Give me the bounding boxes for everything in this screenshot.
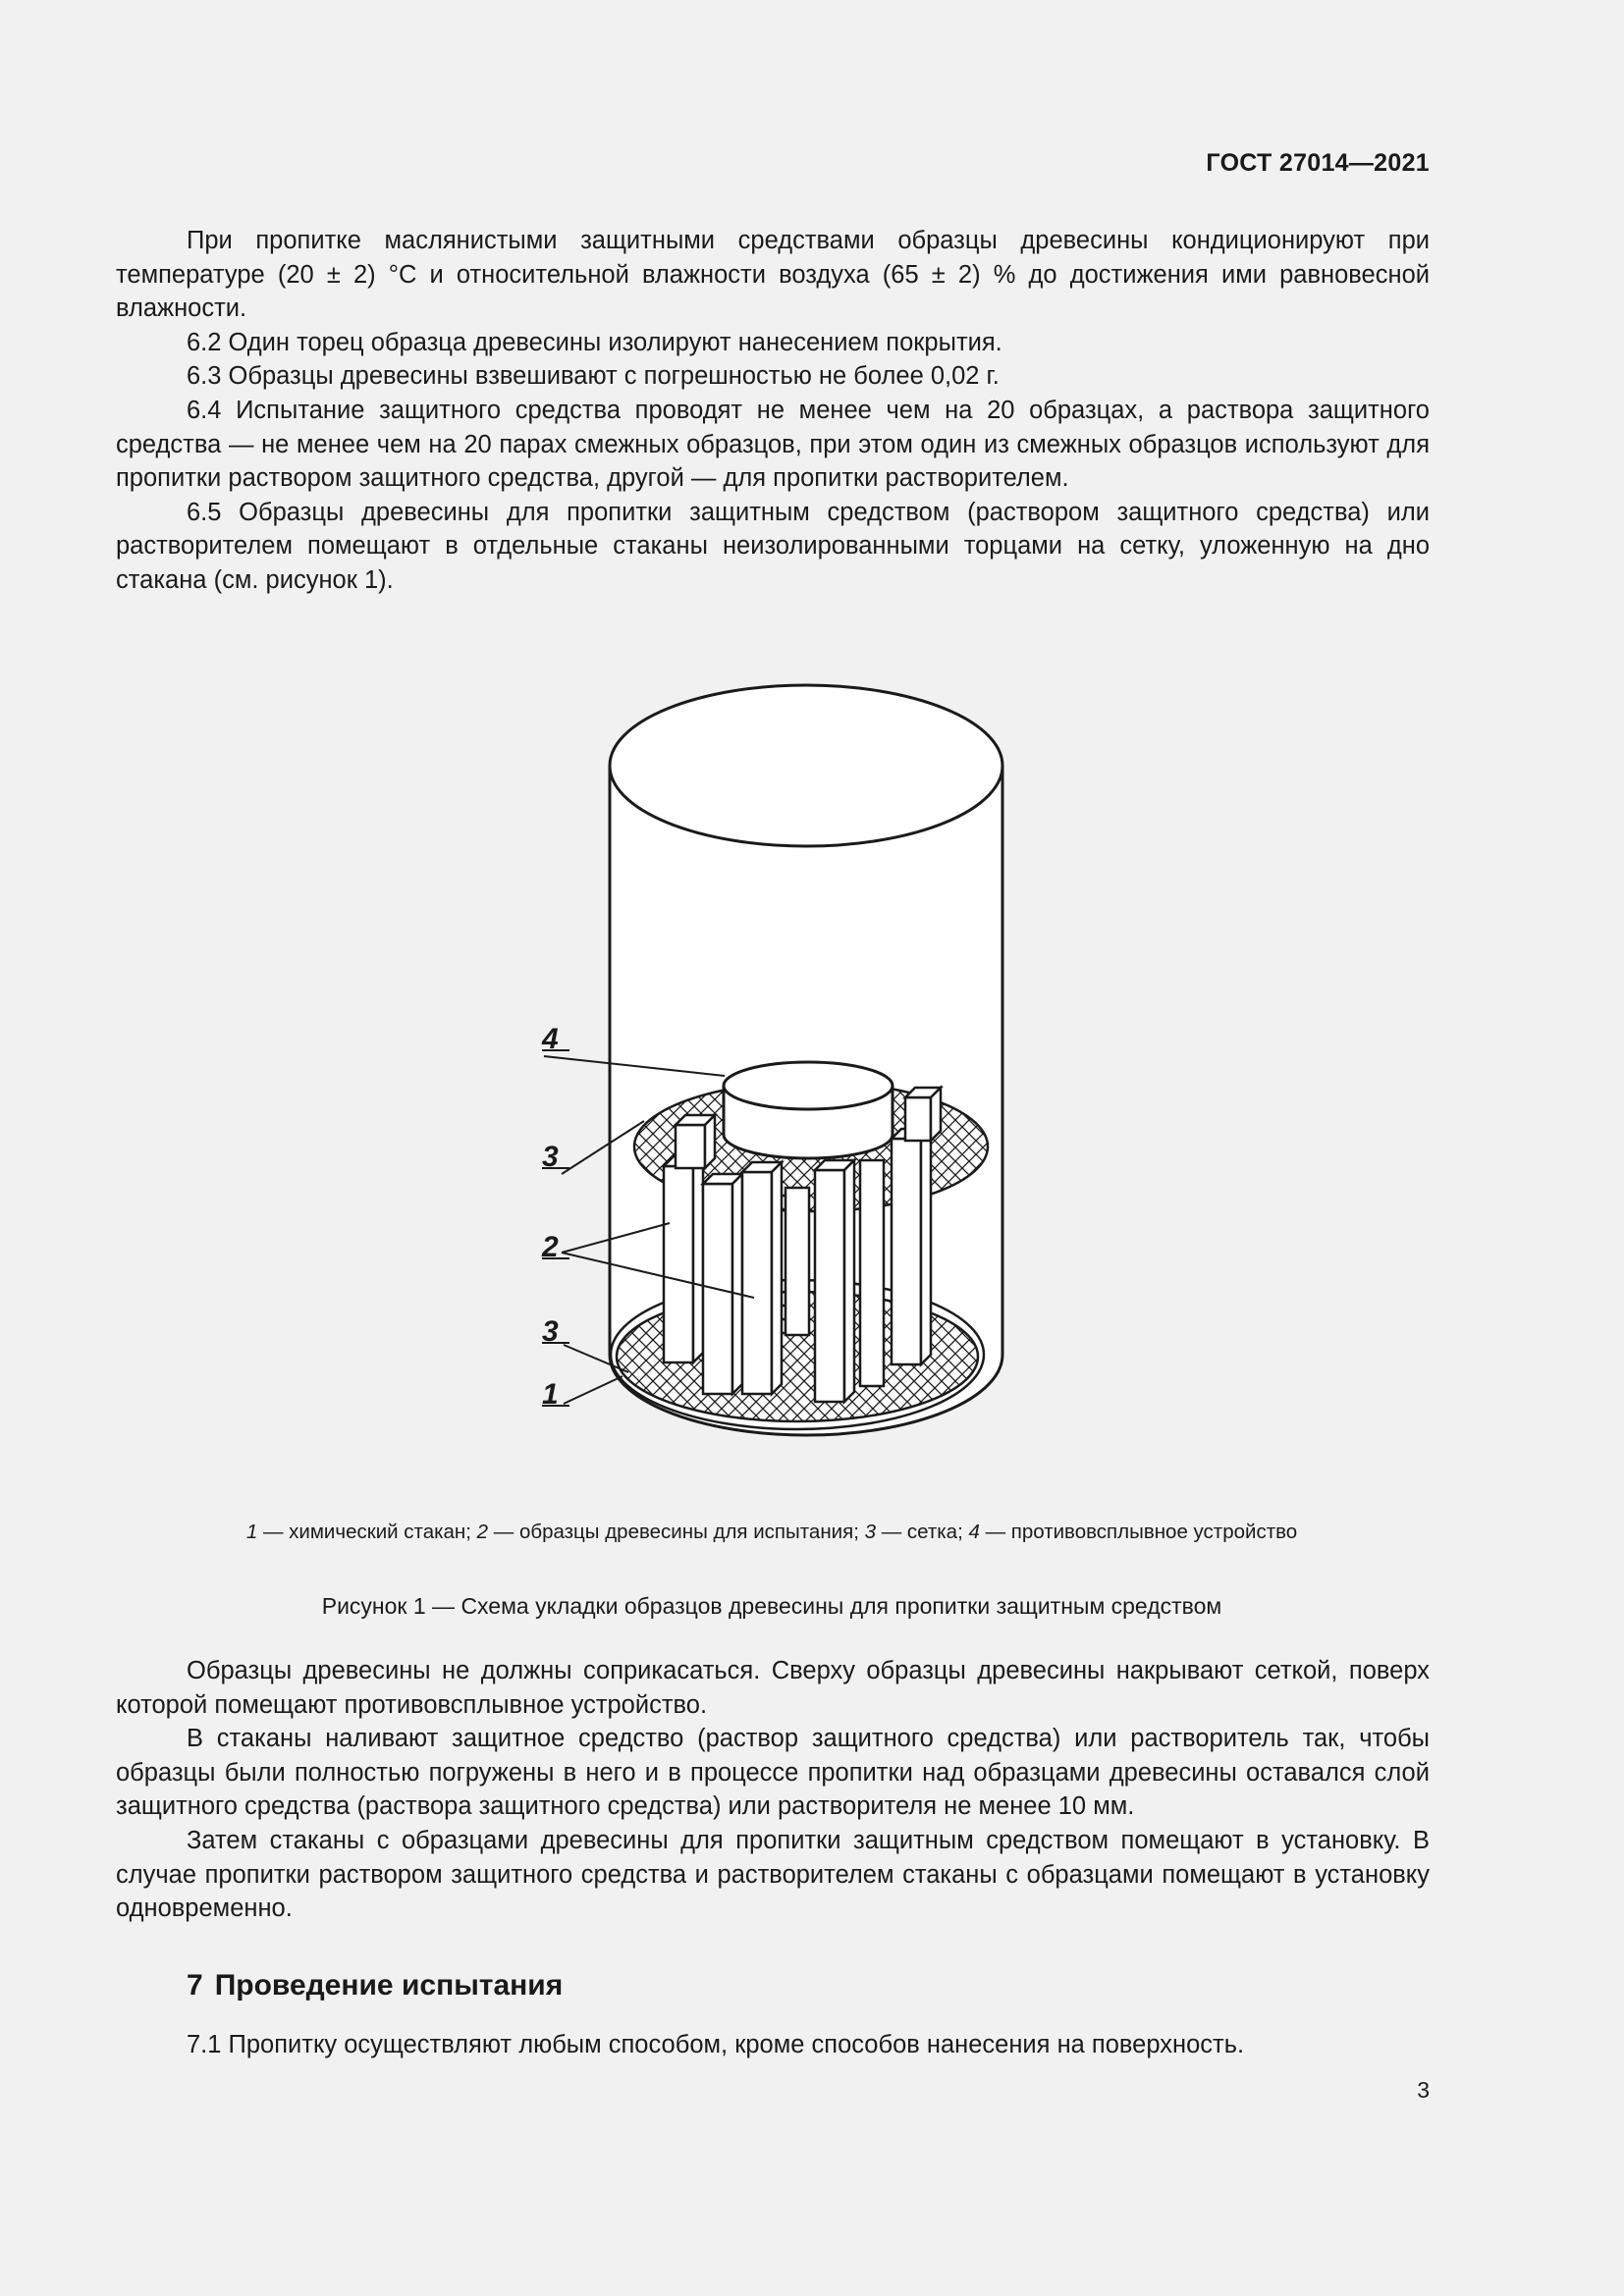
text-block-middle [116,1654,1430,1926]
legend-number: 4 [968,1521,980,1543]
wood-sample [676,1125,705,1168]
anti-float-device [724,1062,893,1109]
legend-text: — противовсплывное устройство [979,1521,1298,1543]
clause-7-1: 7.1 Пропитку осуществляют любым способом, кроме способов нанесения на поверхность. [187,2031,1245,2058]
paragraph: Образцы древесины не должны соприкасаться. Сверху образцы древесины накрывают сеткой, поверх которой помещают противовсплывное устройство. [116,1657,1430,1719]
legend-number: 2 [476,1521,489,1543]
wood-sample [815,1170,844,1402]
beaker-schematic [511,667,1041,1492]
paragraph: 6.3 Образцы древесины взвешивают с погрешностью не более 0,02 г. [187,362,1000,391]
wood-sample [785,1188,809,1335]
legend-number: 1 [245,1521,258,1543]
paragraph: 6.2 Один торец образца древесины изолируют нанесением покрытия. [187,328,1002,356]
paragraph: В стаканы наливают защитное средство (раствор защитного средства) или растворитель так, чтобы образцы были полностью погружены в него и в процессе пропитки над образцами древесины оставался слой защитного средства (раствора защитного средства) или растворителя не менее 10 мм. [116,1725,1430,1821]
section-heading [187,1969,563,2002]
wood-sample [860,1160,884,1386]
legend-text: — химический стакан; [257,1521,477,1543]
figure-legend [0,1521,1543,1544]
page-number: 3 [1417,2077,1430,2103]
section-title-text: Проведение испытания [214,1969,564,2002]
legend-text: — образцы древесины для испытания; [488,1521,865,1543]
legend-text: — сетка; [876,1521,969,1543]
paragraph: Затем стаканы с образцами древесины для пропитки защитным средством помещают в установку. В случае пропитки раствором защитного средства и растворителем стаканы с образцами помещают в установку одновременно. [116,1826,1430,1923]
callout-2: 2 [542,1231,559,1263]
beaker-rim [610,685,1002,846]
callout-3-top: 3 [542,1141,559,1173]
callout-1: 1 [542,1378,559,1411]
paragraph: 6.5 Образцы древесины для пропитки защитным средством (раствором защитного средства) или растворителем помещают в отдельные стаканы неизолированными торцами на сетку, уложенную на дно стакана (см. рисунок 1). [116,498,1430,594]
standard-header: ГОСТ 27014—2021 [1206,149,1430,177]
paragraph: 6.4 Испытание защитного средства проводят не менее чем на 20 образцах, а раствора защитного средства — не менее чем на 20 парах смежных образцов, при этом один из смежных образцов используют для пропитки раствором защитного средства, другой — для пропитки растворителем. [116,396,1430,493]
wood-sample [664,1166,693,1362]
section-number: 7 [187,1969,203,2002]
text-block-top [116,224,1430,598]
figure-1-beaker-diagram [511,667,1041,1492]
wood-sample [892,1139,921,1364]
callout-4: 4 [542,1023,559,1055]
figure-caption: Рисунок 1 — Схема укладки образцов древесины для пропитки защитным средством [321,1593,1222,1619]
paragraph: При пропитке маслянистыми защитными средствами образцы древесины кондиционируют при температуре (20 ± 2) °С и относительной влажности воздуха (65 ± 2) % до достижения ими равновесной влажности. [116,227,1430,323]
callout-3-bottom: 3 [542,1315,559,1348]
wood-sample [742,1172,772,1394]
legend-number: 3 [864,1521,876,1543]
wood-sample [905,1097,931,1141]
